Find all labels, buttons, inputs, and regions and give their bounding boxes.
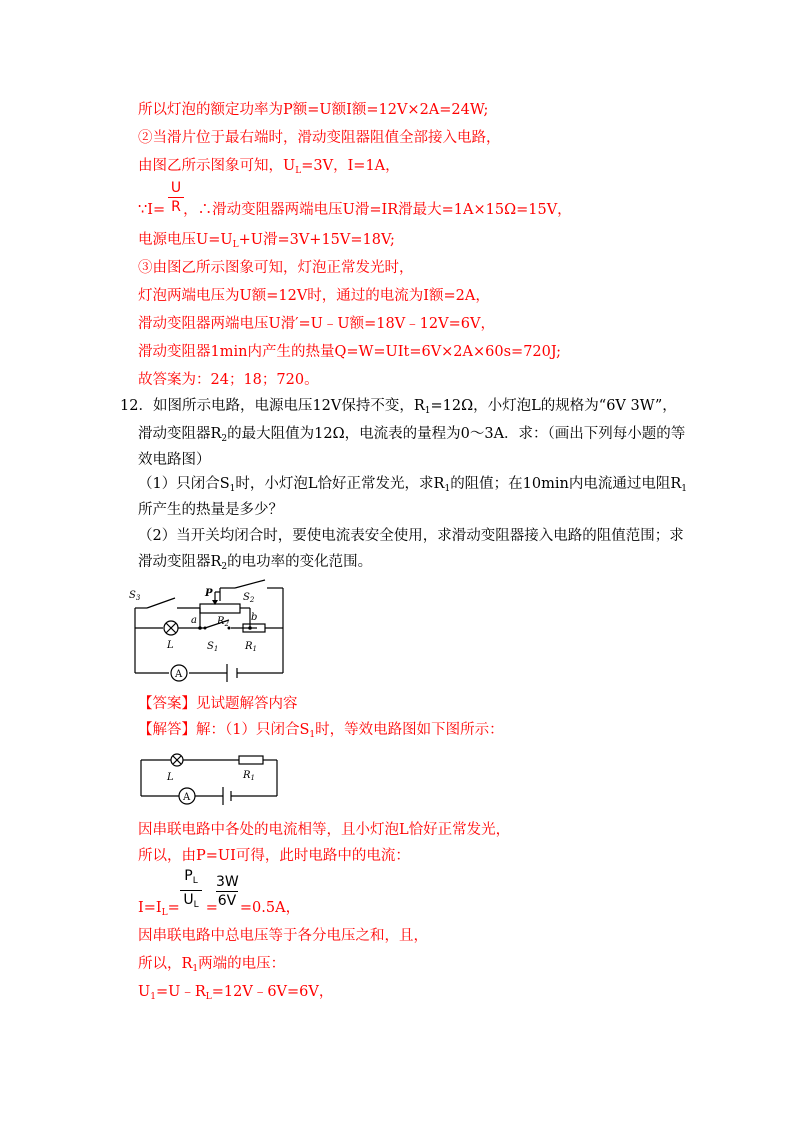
label-s3: $S_3$ (129, 590, 141, 602)
solution-line: 所以灯泡的额定功率为P额=U额I额=12V×2A=24W; (138, 102, 489, 118)
solution-line: $U_1=U﹣R_L=12V﹣6V=6V$， (138, 984, 334, 1002)
fraction-pl-over-ul: $P_L$ $U_L$ (180, 868, 202, 913)
label-l: L (167, 640, 174, 651)
label-l: L (167, 772, 174, 783)
label-s2: $S_2$ (243, 592, 255, 604)
question-line: 滑动变阻器$R_2$的电功率的变化范围。 (138, 554, 373, 572)
solution-line: ③由图乙所示图象可知，灯泡正常发光时， (138, 260, 414, 276)
solution-line: 所以，由P=UI可得，此时电路中的电流： (138, 848, 410, 864)
solution-line: 滑动变阻器两端电压U滑′=U﹣U额=18V﹣12V=6V， (138, 316, 495, 332)
circuit-diagram-full (125, 578, 300, 683)
answer-line: 【答案】见试题解答内容 (138, 696, 298, 712)
label-ammeter: A (183, 792, 191, 803)
solution-line: 电源电压$U=U_L+U$滑=3V+15V=18V; (138, 232, 395, 250)
question-line: 效电路图） (138, 452, 211, 468)
solution-line: ②当滑片位于最右端时，滑动变阻器阻值全部接入电路， (138, 130, 501, 146)
label-r1: $R_1$ (245, 641, 257, 653)
circuit-diagram-equivalent (135, 746, 285, 808)
question-line: （1）只闭合$S_1$时，小灯泡L恰好正常发光，求$R_1$的阻值；在10min内电流通过电阻$R_1$ (138, 476, 688, 494)
label-p: P (205, 588, 213, 599)
label-a: a (191, 615, 197, 626)
question-line: 所产生的热量是多少？ (138, 502, 283, 518)
solution-line: 由图乙所示图象可知，$U_L=3V$，I=1A， (138, 158, 400, 176)
question-line: 滑动变阻器$R_2$的最大阻值为12Ω，电流表的量程为0～3A．求：（画出下列每小题的等 (138, 426, 686, 444)
solution-line: 因串联电路中各处的电流相等，且小灯泡L恰好正常发光， (138, 822, 511, 838)
solution-line: 灯泡两端电压为U额=12V时，通过的电流为I额=2A， (138, 288, 490, 304)
label-ammeter: A (175, 669, 183, 680)
question-line: （2）当开关均闭合时，要使电流表安全使用，求滑动变阻器接入电路的阻值范围；求 (138, 528, 684, 544)
solution-line: 所以，$R_1$两端的电压： (138, 956, 286, 974)
solution-line: $I=I_L= = =0.5A$， (138, 900, 301, 918)
label-s1: $S_1$ (207, 641, 219, 653)
label-r2: $R_2$ (217, 616, 229, 628)
fraction-u-over-r: U R (168, 180, 184, 215)
solution-line: 故答案为：24；18；720。 (138, 372, 319, 388)
solution-line: 因串联电路中总电压等于各分电压之和，且， (138, 928, 428, 944)
solution-line: 滑动变阻器1min内产生的热量Q=W=UIt=6V×2A×60s=720J; (138, 344, 561, 360)
question-line: 12．如图所示电路，电源电压12V保持不变，$R_1=12\Omega$，小灯泡L的规格为“6V 3W”， (120, 398, 677, 416)
label-r1: $R_1$ (243, 770, 255, 782)
solution-line: ∵I= ，∴滑动变阻器两端电压U滑=IR滑最大=1A×15Ω=15V， (138, 202, 572, 218)
label-b: b (251, 612, 258, 623)
fraction-3w-over-6v: 3W 6V (216, 874, 239, 909)
solution-heading: 【解答】解：（1）只闭合$S_1$时，等效电路图如下图所示： (138, 722, 504, 740)
